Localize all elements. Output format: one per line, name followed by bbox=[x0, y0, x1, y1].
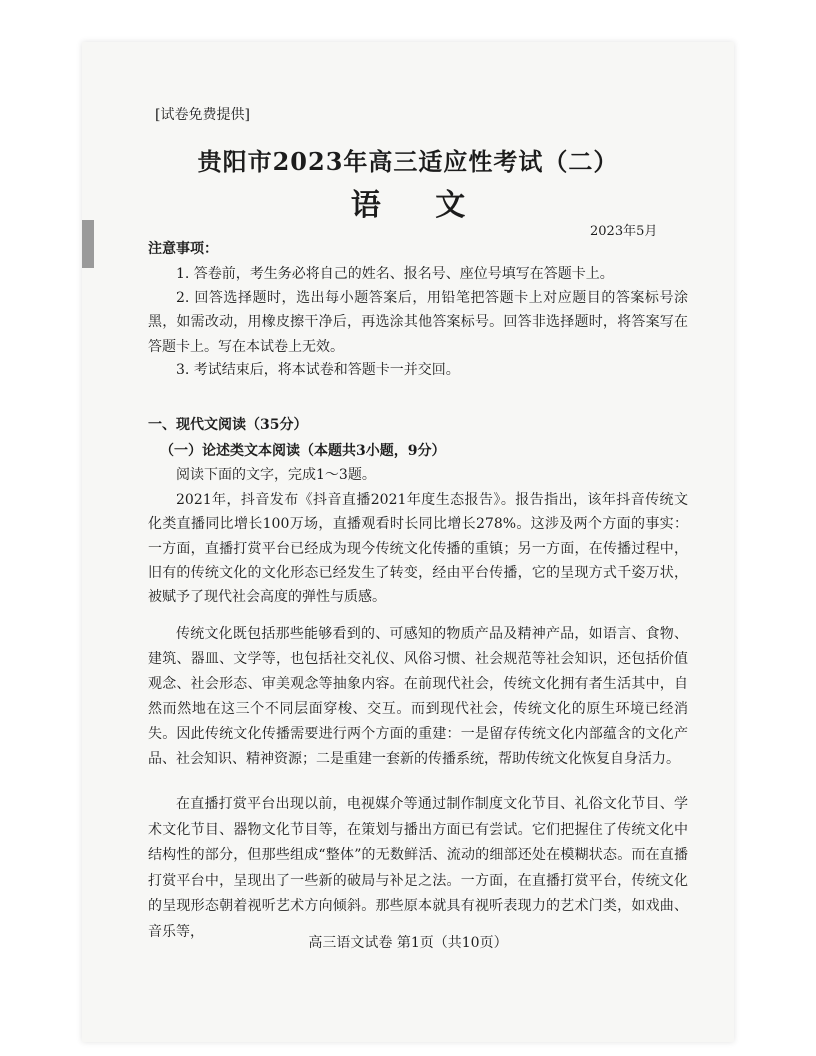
page-footer: 高三语文试卷 第1页（共10页） bbox=[308, 935, 508, 951]
exam-date: 2023年5月 bbox=[590, 224, 658, 239]
free-provided-note: [试卷免费提供] bbox=[155, 107, 250, 123]
section-heading: 一、现代文阅读（35分） bbox=[148, 417, 308, 433]
notice-item: 1. 答卷前，考生务必将自己的姓名、报名号、座位号填写在答题卡上。 bbox=[176, 266, 614, 282]
subject-title: 语 文 bbox=[350, 188, 488, 223]
article-paragraph: 传统文化既包括那些能够看到的、可感知的物质产品及精神产品，如语言、食物、建筑、器皿、文学等，也包括社交礼仪、风俗习惯、社会规范等社会知识，还包括价值观念、社会形态、审美观念等抽象内容。在前现代社会，传统文化拥有者生活其中，自然而然地在这三个不同层面穿梭、交互。而到现代社会，传统文化的原生环境已经消失。因此传统文化传播需要进行两个方面的重建：一是留存传统文化内部蕴含的文化产品、社会知识、精神资源；二是重建一套新的传播系统，帮助传统文化恢复自身活力。 bbox=[148, 626, 688, 767]
notice-item: 2. 回答选择题时，选出每小题答案后，用铅笔把答题卡上对应题目的答案标号涂黑，如需改动，用橡皮擦干净后，再选涂其他答案标号。回答非选择题时，将答案写在答题卡上。写在本试卷上无效。 bbox=[148, 290, 688, 355]
article-paragraph: 在直播打赏平台出现以前，电视媒介等通过制作制度文化节目、礼俗文化节目、学术文化节目、器物文化节目等，在策划与播出方面已有尝试。它们把握住了传统文化中结构性的部分，但那些组成“整体”的无数鲜活、流动的细部还处在模糊状态。而在直播打赏平台中，呈现出了一些新的破局与补足之法。一方面，在直播打赏平台，传统文化的呈现形态朝着视听艺术方向倾斜。那些原本就具有视听表现力的艺术门类，如戏曲、音乐等， bbox=[148, 796, 688, 940]
reading-instruction: 阅读下面的文字，完成1～3题。 bbox=[176, 467, 376, 483]
subsection-heading: （一）论述类文本阅读（本题共3小题，9分） bbox=[160, 443, 446, 459]
article-paragraph: 2021年，抖音发布《抖音直播2021年度生态报告》。报告指出，该年抖音传统文化类直播同比增长100万场，直播观看时长同比增长278%。这涉及两个方面的事实：一方面，直播打赏平台已经成为现今传统文化传播的重镇；另一方面，在传播过程中，旧有的传统文化的文化形态已经发生了转变，经由平台传播，它的呈现方式千姿万状，被赋予了现代社会高度的弹性与质感。 bbox=[148, 492, 688, 606]
notice-item: 3. 考试结束后，将本试卷和答题卡一并交回。 bbox=[176, 362, 460, 378]
binding-edge-mark bbox=[82, 220, 94, 268]
exam-title: 贵阳市2023年高三适应性考试（二） bbox=[197, 147, 619, 176]
notice-heading: 注意事项： bbox=[148, 241, 218, 257]
